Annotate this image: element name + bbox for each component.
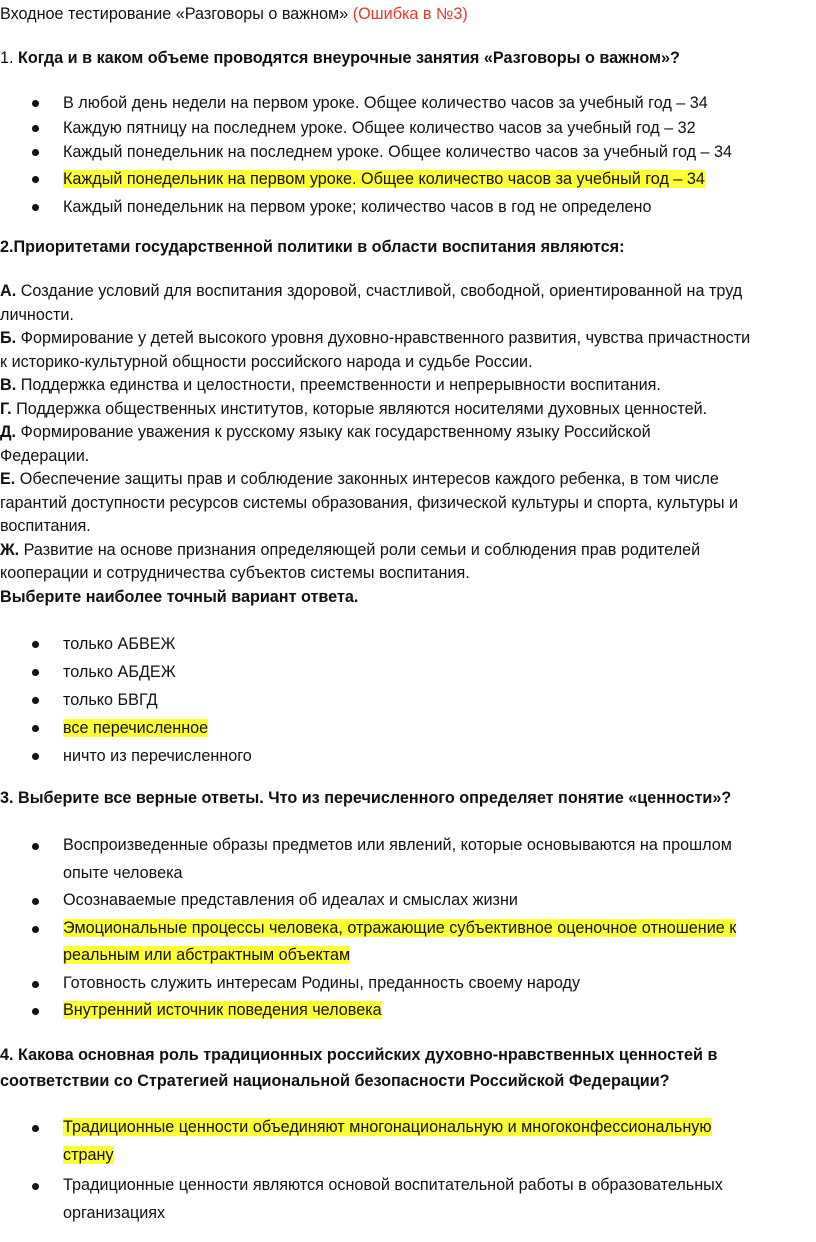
q2-item-b: Б. Формирование у детей высокого уровня духовно-нравственного развития, чувства причастности к историко-культурной общности российского народа и судьбе России. (0, 329, 751, 371)
question-4-options (0, 1114, 723, 1227)
bullet-icon (32, 843, 39, 850)
question-2-text: 2.Приоритетами государственной политики в области воспитания являются: (0, 238, 625, 256)
q2-option: ничто из перечисленного (0, 742, 252, 770)
q1-option-correct (0, 167, 732, 192)
highlighted-answer: Традиционные ценности объединяют многонациональную и многоконфессиональную (63, 1118, 712, 1136)
bullet-icon (32, 641, 39, 648)
bullet-icon (32, 1125, 39, 1132)
highlighted-answer: все перечисленное (63, 719, 209, 737)
bullet-icon (32, 725, 39, 732)
q2-item-zh: Ж. Развитие на основе признания определяющей роли семьи и соблюдения прав родителей кооперации и сотрудничества субъектов системы воспитания. (0, 540, 701, 582)
q3-option: Осознаваемые представления об идеалах и смыслах жизни (0, 887, 736, 915)
question-2-items (0, 280, 816, 609)
q2-item-g: Г. Поддержка общественных институтов, которые являются носителями духовных ценностей. (0, 399, 708, 418)
q2-option: только БВГД (0, 686, 252, 714)
question-1-text: Когда и в каком объеме проводятся внеурочные занятия «Разговоры о важном»? (18, 49, 680, 67)
q4-option-correct (0, 1114, 723, 1169)
q4-option: Традиционные ценности являются основой воспитательной работы в образовательных организациях (0, 1172, 723, 1227)
document-title (0, 3, 468, 26)
bullet-icon (32, 125, 39, 132)
q2-instruction: Выберите наиболее точный вариант ответа. (0, 587, 359, 606)
q3-option-correct (0, 997, 736, 1025)
question-1 (0, 47, 680, 70)
question-1-number: 1. (0, 49, 14, 67)
bullet-icon (32, 697, 39, 704)
highlighted-answer: реальным или абстрактным объектам (63, 946, 351, 964)
q1-option: Каждый понедельник на последнем уроке. Общее количество часов за учебный год – 34 (0, 140, 732, 165)
highlighted-answer: Каждый понедельник на первом уроке. Общее количество часов за учебный год – 34 (63, 169, 705, 188)
q2-item-d: Д. Формирование уважения к русскому языку как государственному языку Российской Федерации. (0, 423, 651, 465)
question-4-text: 4. Какова основная роль традиционных российских духовно-нравственных ценностей в соответствии со Стратегией национальной безопасности Российской Федерации? (0, 1046, 718, 1090)
bullet-icon (32, 1183, 39, 1190)
question-3-text: 3. Выберите все верные ответы. Что из перечисленного определяет понятие «ценности»? (0, 789, 732, 807)
question-2-options (0, 630, 252, 770)
q2-option: только АБДЕЖ (0, 658, 252, 686)
q2-item-v: В. Поддержка единства и целостности, преемственности и непрерывности воспитания. (0, 376, 661, 394)
q2-item-a: А. Создание условий для воспитания здоровой, счастливой, свободной, ориентированной на труд личности. (0, 282, 743, 324)
q3-option-correct (0, 915, 736, 970)
highlighted-answer: Эмоциональные процессы человека, отражающие субъективное оценочное отношение к (63, 918, 737, 937)
bullet-icon (32, 149, 39, 156)
q1-option: Каждую пятницу на последнем уроке. Общее количество часов за учебный год – 32 (0, 116, 732, 141)
bullet-icon (32, 898, 39, 905)
error-note: (Ошибка в №3) (352, 5, 468, 23)
highlighted-answer: Внутренний источник поведения человека (63, 1001, 382, 1019)
bullet-icon (32, 753, 39, 760)
q1-option: В любой день недели на первом уроке. Общее количество часов за учебный год – 34 (0, 91, 732, 116)
bullet-icon (32, 926, 39, 933)
q2-item-e: Е. Обеспечение защиты прав и соблюдение законных интересов каждого ребенка, в том числе гарантий доступности ресурсов системы образования, физической культуры и спорта, культуры и воспитания. (0, 470, 739, 535)
highlighted-answer: страну (63, 1145, 114, 1164)
q3-option: Готовность служить интересам Родины, преданность своему народу (0, 970, 736, 998)
bullet-icon (32, 981, 39, 988)
bullet-icon (32, 1008, 39, 1015)
bullet-icon (32, 669, 39, 676)
title-text: Входное тестирование «Разговоры о важном» (0, 5, 349, 23)
question-1-options (0, 91, 732, 220)
q2-option: только АБВЕЖ (0, 630, 252, 658)
q2-option-correct (0, 714, 252, 742)
bullet-icon (32, 204, 39, 211)
q1-option: Каждый понедельник на первом уроке; количество часов в год не определено (0, 195, 732, 220)
q3-option: Воспроизведенные образы предметов или явлений, которые основываются на прошлом опыте человека (0, 832, 736, 887)
question-3-options (0, 832, 736, 1025)
bullet-icon (32, 176, 39, 183)
bullet-icon (32, 100, 39, 107)
